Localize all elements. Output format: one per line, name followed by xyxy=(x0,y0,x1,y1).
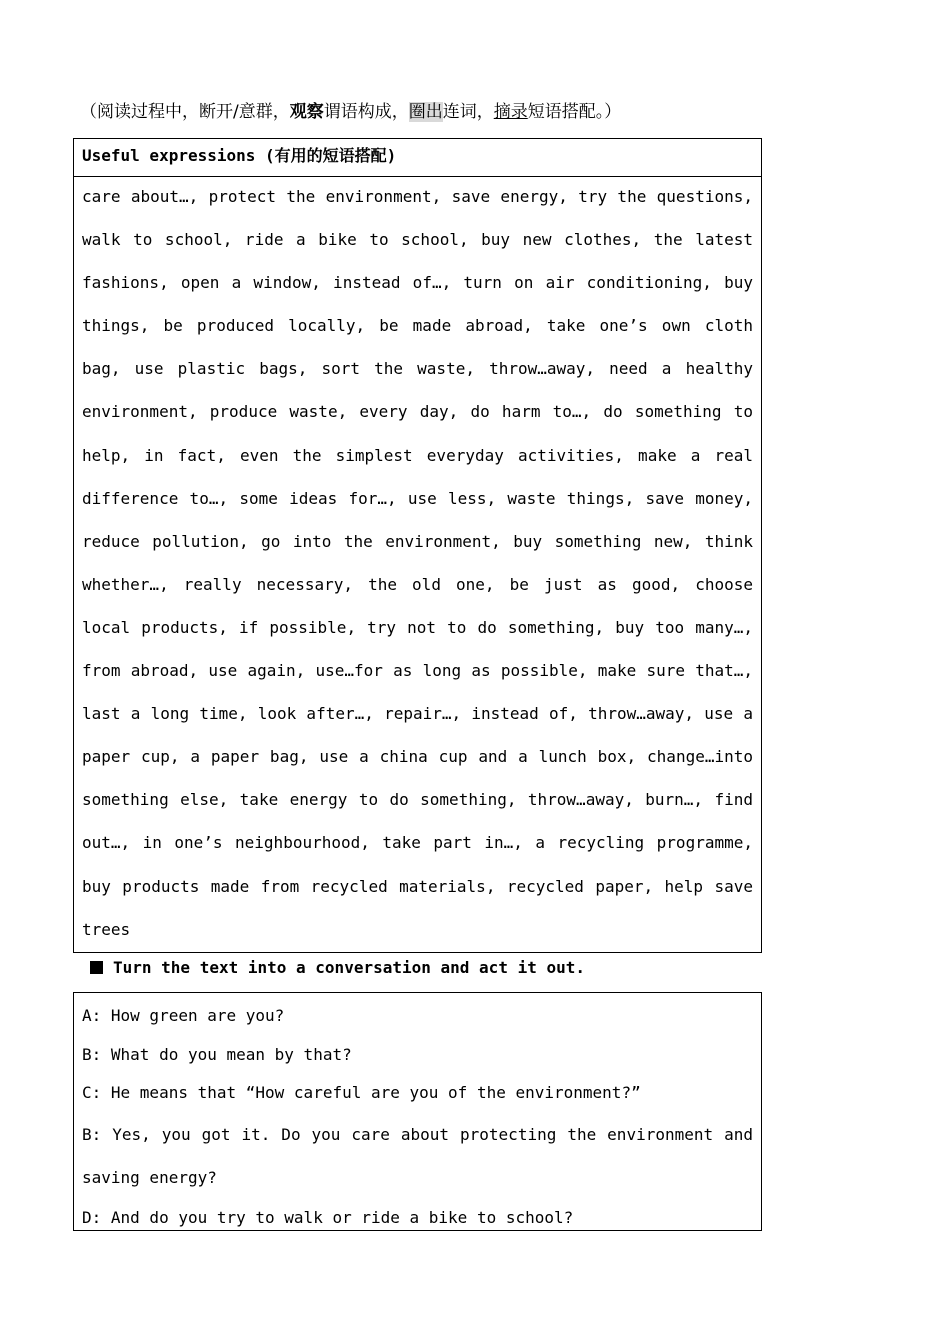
conversation-line: D: And do you try to walk or ride a bike to school? xyxy=(82,1207,574,1227)
instruction-mid1: 谓语构成， xyxy=(323,102,409,122)
useful-expressions-body: care about…, protect the environment, save energy, try the questions, walk to school, ride a bike to school, buy new clothes, the latest fashions, open a window, instead of…, turn on air conditioning, buy things, be produced locally, be made abroad, take one’s own cloth bag, use plastic bags, sort the waste, throw…away, need a healthy environment, produce waste, every day, do harm to…, do something to help, in fact, even the simplest everyday activities, make a real difference to…, some ideas for…, use less, waste things, save money, reduce pollution, go into the environment, buy something new, think whether…, really necessary, the old one, be just as good, choose local products, if possible, try not to do something, buy too many…, from abroad, use again, use…for as long as possible, make sure that…, last a long time, look after…, repair…, instead of, throw…away, use a paper cup, a paper bag, use a china cup and a lunch box, change…into something else, take energy to do something, throw…away, burn…, find out…, in one’s neighbourhood, take part in…, a recycling programme, buy products made from recycled materials, recycled paper, help save trees xyxy=(82,187,753,939)
instruction-observe: 观察 xyxy=(289,102,324,122)
black-square-icon xyxy=(90,961,103,974)
useful-expressions-header: Useful expressions (有用的短语搭配) xyxy=(74,139,761,177)
conversation-box xyxy=(73,992,762,1231)
conversation-line: B: Yes, you got it. Do you care about protecting the environment and saving energy? xyxy=(82,1124,753,1187)
instruction-close: 短语搭配。） xyxy=(527,102,622,122)
instruction-excerpt: 摘录 xyxy=(493,102,528,122)
conversation-line: A: How green are you? xyxy=(82,1006,285,1025)
useful-expressions-box xyxy=(73,138,762,953)
instruction-mid2: 连词， xyxy=(442,102,494,122)
instruction-open: （阅读过程中，断开/意群， xyxy=(80,102,290,122)
task-instruction xyxy=(90,956,585,980)
conversation-body xyxy=(74,993,761,1237)
task-label: Turn the text into a conversation and act it out. xyxy=(113,958,586,977)
conversation-line: C: He means that “How careful are you of the environment?” xyxy=(82,1083,641,1102)
conversation-line: B: What do you mean by that? xyxy=(82,1044,352,1064)
instruction-circle: 圈出 xyxy=(408,102,443,122)
reading-instruction xyxy=(80,100,770,124)
